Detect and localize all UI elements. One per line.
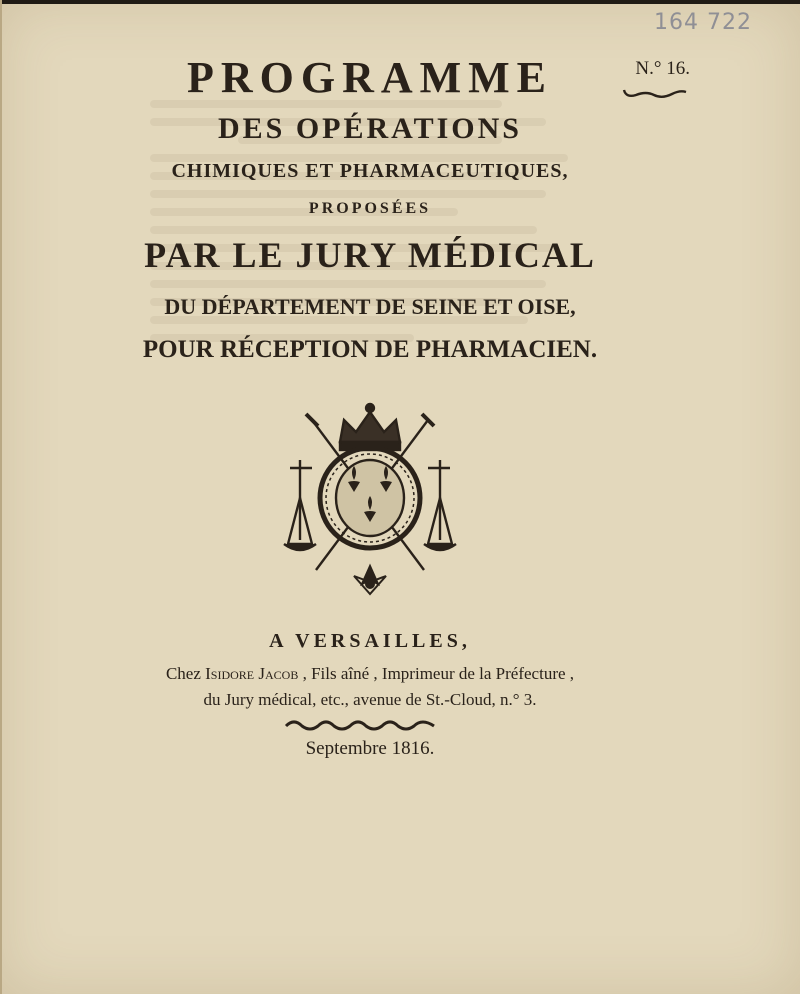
page-top-edge	[0, 0, 800, 4]
title-reception: POUR RÉCEPTION DE PHARMACIEN.	[142, 336, 598, 363]
printer-prefix: Chez	[165, 664, 206, 683]
title-programme: PROGRAMME	[186, 53, 554, 102]
imprint-place: A VERSAILLES,	[269, 630, 471, 652]
printer-name: Isidore Jacob	[205, 664, 299, 683]
page-left-edge	[0, 0, 2, 994]
issue-number: N.° 16.	[635, 58, 690, 79]
imprint-address: du Jury médical, etc., avenue de St.-Cloud, n.° 3.	[203, 690, 537, 709]
title-jury: PAR LE JURY MÉDICAL	[144, 235, 596, 275]
title-department: DU DÉPARTEMENT DE SEINE ET OISE,	[164, 294, 576, 319]
wavy-rule-icon	[284, 718, 436, 732]
title-chemical: CHIMIQUES ET PHARMACEUTIQUES,	[171, 160, 569, 182]
imprint-date: Septembre 1816.	[305, 738, 435, 759]
archive-number: 164 722	[654, 10, 752, 35]
imprint-printer	[0, 664, 740, 684]
title-operations: DES OPÉRATIONS	[217, 112, 522, 145]
printer-suffix: , Fils aîné , Imprimeur de la Préfecture ,	[298, 664, 575, 683]
title-proposed: PROPOSÉES	[308, 200, 432, 217]
royal-coat-of-arms-icon	[282, 398, 458, 608]
